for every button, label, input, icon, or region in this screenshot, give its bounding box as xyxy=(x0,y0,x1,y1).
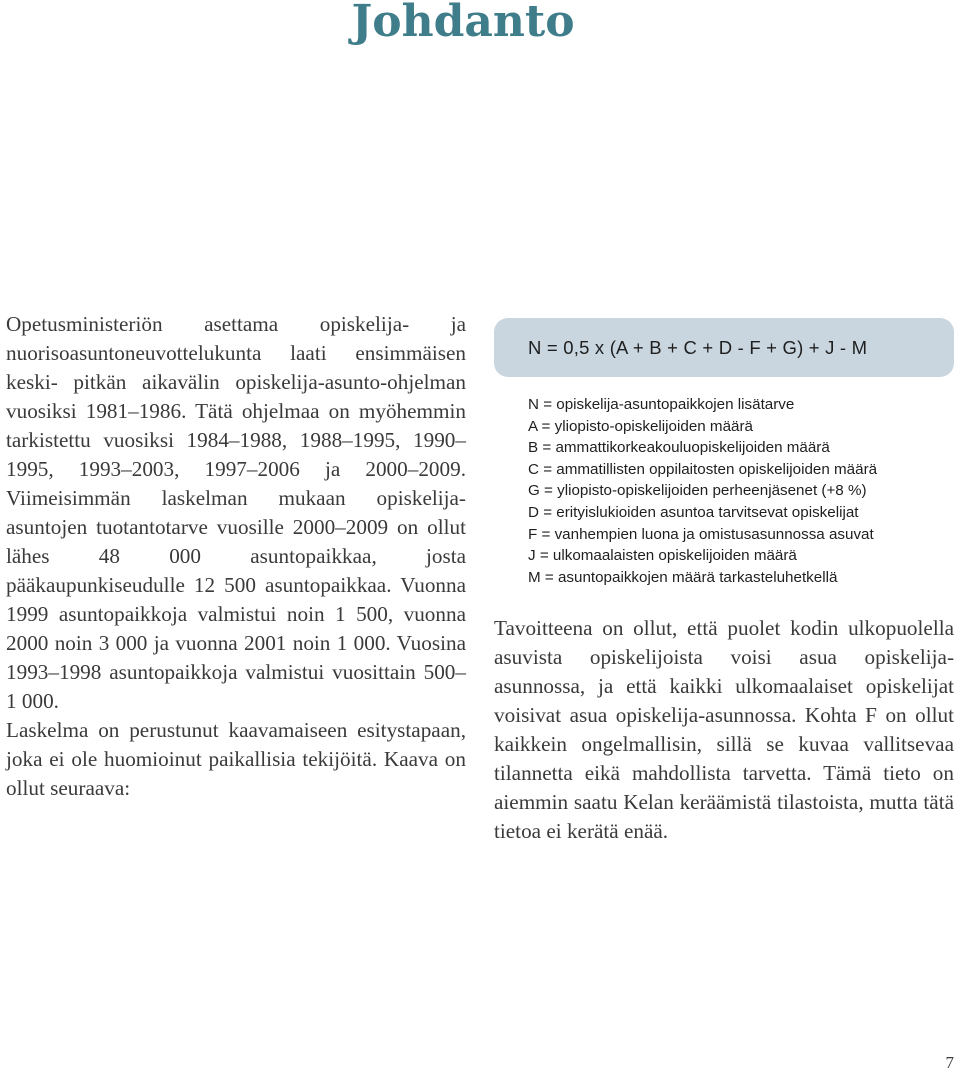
left-column xyxy=(6,310,466,803)
legend-item-c: C = ammatillisten oppilaitosten opiskelijoiden määrä xyxy=(528,460,878,478)
legend-item-g: G = yliopisto-opiskelijoiden perheenjäsenet (+8 %) xyxy=(528,482,867,500)
formula-box xyxy=(494,318,954,377)
legend-item-d: D = erityislukioiden asuntoa tarvitsevat opiskelijat xyxy=(528,503,859,521)
legend-item-n: N = opiskelija-asuntopaikkojen lisätarve xyxy=(528,396,795,413)
page-number: 7 xyxy=(945,1053,954,1072)
goal-paragraph: Tavoitteena on ollut, että puolet kodin ulkopuolella asuvista opiskelijoista voisi asua opiskelija-asunnossa, ja että kaikki ulkomaalaiset opiskelijat voisivat asua opiskelija-asunnossa. Kohta F on ollut kaikkein ongelmallisin, sillä se kuvaa vallitsevaa tilannetta eikä mahdollista tarvetta. Tämä tieto on aiemmin saatu Kelan keräämistä tilastoista, mutta tätä tietoa ei kerätä enää. xyxy=(494,616,954,843)
intro-paragraph: Opetusministeriön asettama opiskelija- ja nuorisoasuntoneuvottelukunta laati ensimmäisen keski- pitkän aikavälin opiskelija-asunto-ohjelman vuosiksi 1981–1986. Tätä ohjelmaa on myöhemmin tarkistettu vuosiksi 1984–1988, 1988–1995, 1990–1995, 1993–2003, 1997–2006 ja 2000–2009. Viimeisimmän laskelman mukaan opiskelija-asuntojen tuotantotarve vuosille 2000–2009 on ollut lähes 48 000 asuntopaikkaa, josta pääkaupunkiseudulle 12 500 asuntopaikkaa. Vuonna 1999 asuntopaikkoja valmistui noin 1 500, vuonna 2000 noin 3 000 ja vuonna 2001 noin 1 000. Vuosina 1993–1998 asuntopaikkoja valmistui vuosittain 500–1 000. xyxy=(6,312,466,713)
formula-legend xyxy=(528,394,948,588)
legend-item-j: J = ulkomaalaisten opiskelijoiden määrä xyxy=(528,547,797,565)
right-column xyxy=(494,614,954,846)
formula-intro-paragraph: Laskelma on perustunut kaavamaiseen esitystapaan, joka ei ole huomioinut paikallisia tekijöitä. Kaava on ollut seuraava: xyxy=(6,718,466,800)
legend-item-b: B = ammattikorkeakouluopiskelijoiden määrä xyxy=(528,439,830,457)
formula-expression: N = 0,5 x (A + B + C + D - F + G) + J - M xyxy=(528,336,868,358)
page-title: Johdanto xyxy=(351,0,575,47)
legend-item-a: A = yliopisto-opiskelijoiden määrä xyxy=(528,417,753,435)
legend-item-m: M = asuntopaikkojen määrä tarkasteluhetkellä xyxy=(528,568,838,586)
legend-item-f: F = vanhempien luona ja omistusasunnossa asuvat xyxy=(528,525,874,543)
